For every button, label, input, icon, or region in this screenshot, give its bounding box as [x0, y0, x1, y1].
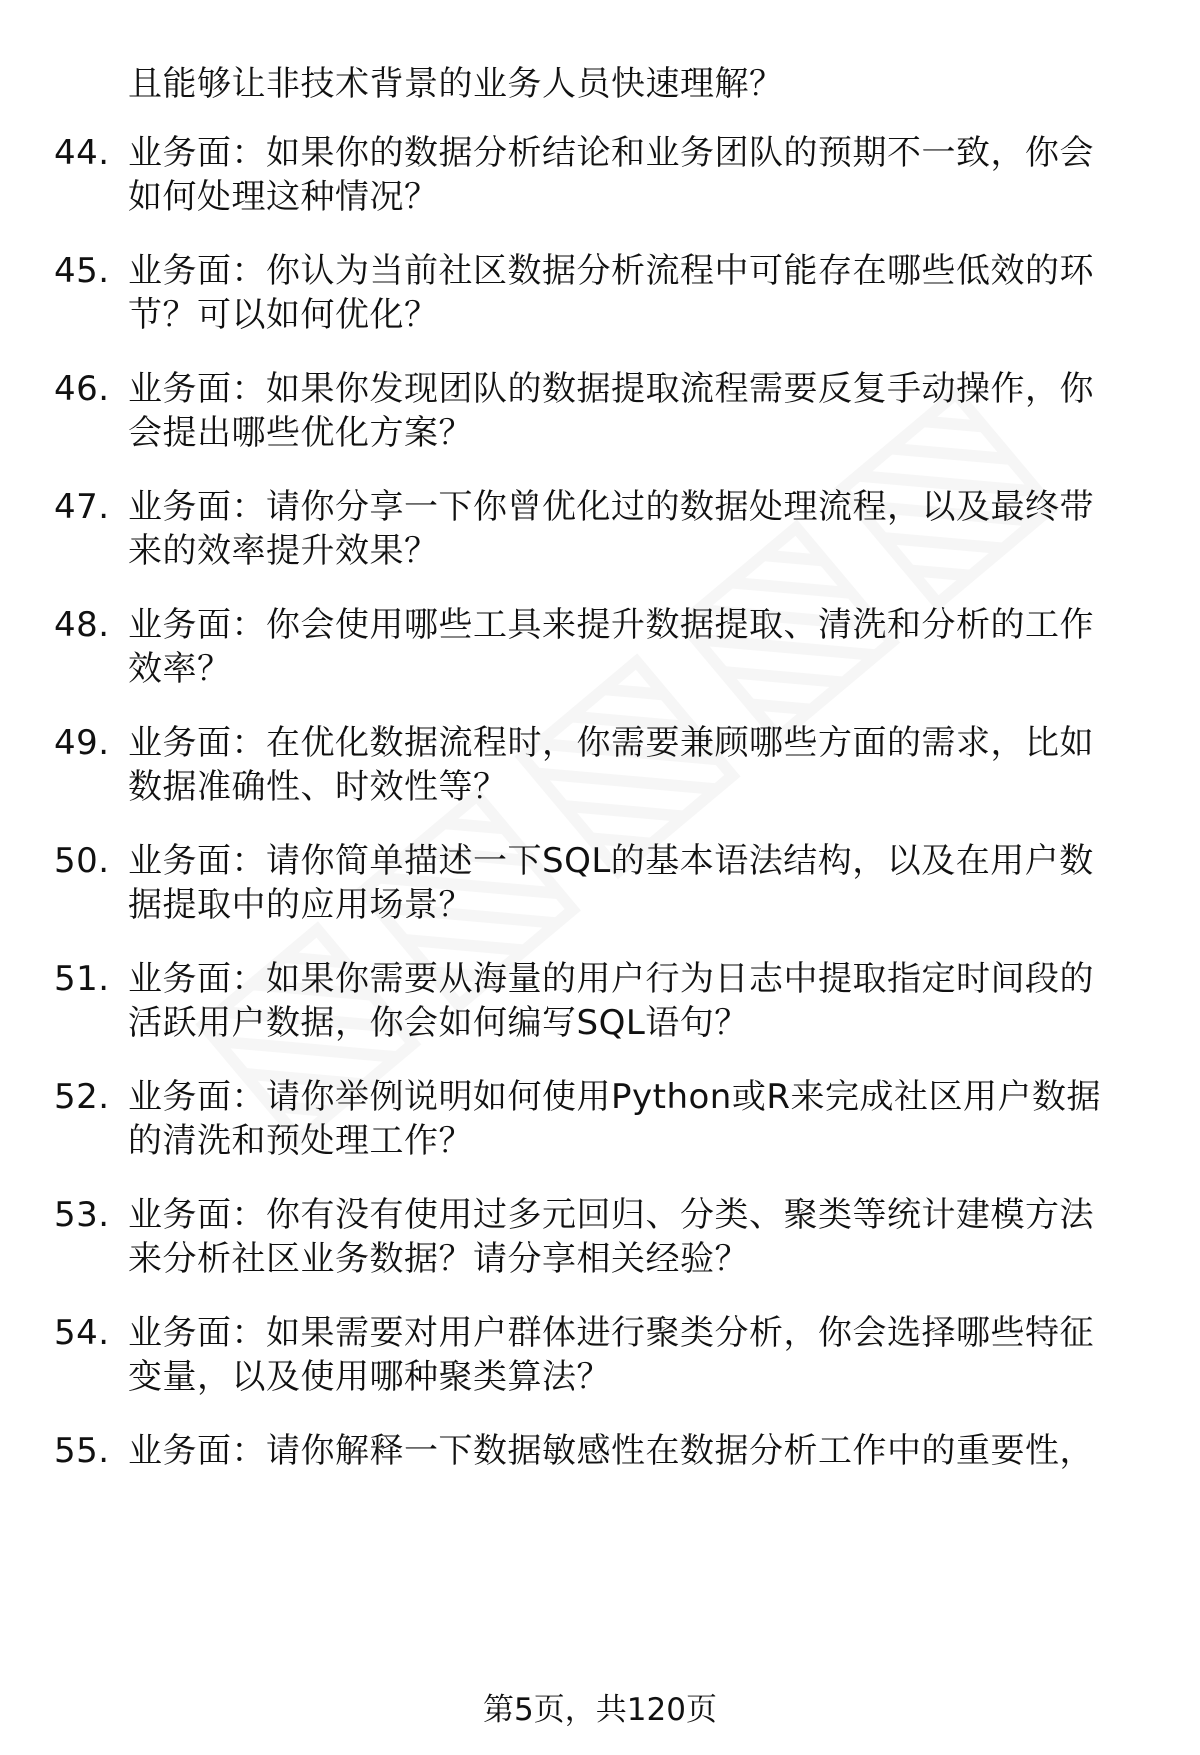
- page-footer: 第5页，共120页: [483, 1692, 717, 1728]
- item-text-line1: 业务面：请你分享一下你曾优化过的数据处理流程，以及最终带: [128, 487, 1094, 527]
- item-number: 54.: [54, 1313, 110, 1353]
- item-text-line1: 业务面：如果需要对用户群体进行聚类分析，你会选择哪些特征: [128, 1313, 1094, 1353]
- item-text-line1: 业务面：你会使用哪些工具来提升数据提取、清洗和分析的工作: [128, 605, 1094, 645]
- item-number: 53.: [54, 1195, 110, 1235]
- item-text-line1: 业务面：请你举例说明如何使用Python或R来完成社区用户数据: [128, 1077, 1101, 1117]
- item-text-line2: 数据准确性、时效性等？: [128, 767, 508, 807]
- item-text-line2: 来的效率提升效果？: [128, 531, 439, 571]
- item-number: 52.: [54, 1077, 110, 1117]
- item-text-line1: 业务面：请你解释一下数据敏感性在数据分析工作中的重要性，: [128, 1431, 1094, 1471]
- item-text-line2: 效率？: [128, 649, 232, 689]
- item-text-line1: 业务面：你认为当前社区数据分析流程中可能存在哪些低效的环: [128, 251, 1094, 291]
- lead-line: 且能够让非技术背景的业务人员快速理解？: [128, 64, 784, 104]
- item-text-line2: 如何处理这种情况？: [128, 177, 439, 217]
- item-number: 49.: [54, 723, 110, 763]
- item-text-line2: 变量，以及使用哪种聚类算法？: [128, 1357, 611, 1397]
- item-number: 44.: [54, 133, 110, 173]
- item-text-line2: 据提取中的应用场景？: [128, 885, 473, 925]
- item-number: 46.: [54, 369, 110, 409]
- item-text-line1: 业务面：请你简单描述一下SQL的基本语法结构，以及在用户数: [128, 841, 1094, 881]
- item-number: 51.: [54, 959, 110, 999]
- item-number: 50.: [54, 841, 110, 881]
- item-text-line1: 业务面：如果你发现团队的数据提取流程需要反复手动操作，你: [128, 369, 1094, 409]
- item-text-line1: 业务面：如果你的数据分析结论和业务团队的预期不一致，你会: [128, 133, 1094, 173]
- item-text-line1: 业务面：如果你需要从海量的用户行为日志中提取指定时间段的: [128, 959, 1094, 999]
- item-text-line2: 来分析社区业务数据？请分享相关经验？: [128, 1239, 749, 1279]
- item-text-line2: 活跃用户数据，你会如何编写SQL语句？: [128, 1003, 749, 1043]
- item-text-line2: 节？可以如何优化？: [128, 295, 439, 335]
- item-text-line1: 业务面：你有没有使用过多元回归、分类、聚类等统计建模方法: [128, 1195, 1094, 1235]
- item-text-line2: 的清洗和预处理工作？: [128, 1121, 473, 1161]
- item-number: 47.: [54, 487, 110, 527]
- item-text-line2: 会提出哪些优化方案？: [128, 413, 473, 453]
- item-number: 55.: [54, 1431, 110, 1471]
- item-number: 48.: [54, 605, 110, 645]
- item-text-line1: 业务面：在优化数据流程时，你需要兼顾哪些方面的需求，比如: [128, 723, 1094, 763]
- item-number: 45.: [54, 251, 110, 291]
